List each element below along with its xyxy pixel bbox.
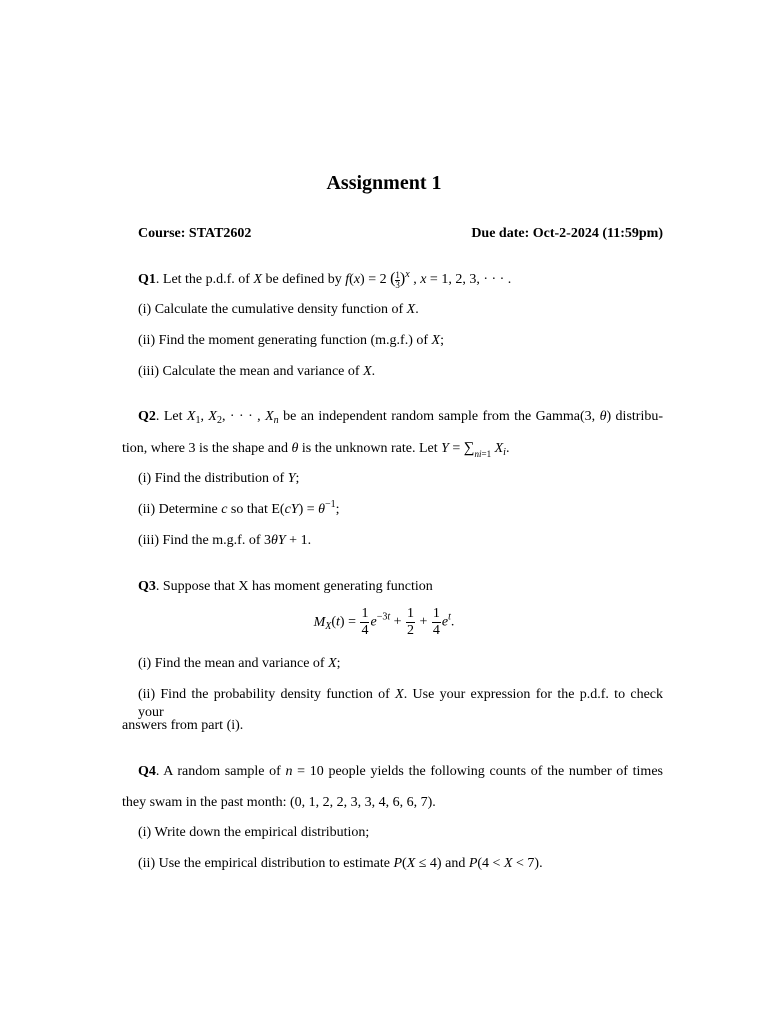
due-date: Due date: Oct-2-2024 (11:59pm) (471, 226, 663, 241)
q4-statement-line1: Q4. A random sample of n = 10 people yields the following counts of the number of times (138, 764, 663, 779)
q1-part-iii: (iii) Calculate the mean and variance of X. (138, 364, 376, 379)
q3-mgf-equation: $M_X(t)$ = $\frac{1}{4}$ $e^{-3t}$ + $\frac{1}{2}$ + $\frac{1}{4}$ $e^t$. (313, 606, 455, 638)
q1-part-ii: (ii) Find the moment generating function (m.g.f.) of X; (138, 333, 444, 348)
q2-statement-line1: Q2. Let $X_1$, $X_2$, · · · , $X_n$ be an independent random sample from the Gamma(3, θ) distribu- (138, 409, 663, 426)
q2-part-iii: (iii) Find the m.g.f. of 3θY + 1. (138, 533, 312, 548)
q3-part-ii-cont: answers from part (i). (122, 718, 244, 733)
q3-statement: Q3. Suppose that X has moment generating function (138, 579, 433, 594)
q4-label: Q4 (138, 764, 156, 779)
q4-counts: (0, 1, 2, 2, 3, 3, 4, 6, 6, 7). (289, 795, 436, 810)
q2-statement-line2: tion, where 3 is the shape and θ is the unknown rate. Let Y = ∑ni=1 $X_i$. (122, 440, 510, 459)
q4-part-i: (i) Write down the empirical distribution; (138, 825, 370, 840)
q4-part-ii: (ii) Use the empirical distribution to estimate P(X ≤ 4) and P(4 < X < 7). (138, 856, 543, 871)
q2-part-ii: (ii) Determine c so that $E(cY) = \theta^{-1}$; (138, 499, 340, 517)
q3-label: Q3 (138, 579, 156, 594)
q3-part-i: (i) Find the mean and variance of X; (138, 656, 341, 671)
page-title: Assignment 1 (326, 172, 442, 194)
q1-part-i: (i) Calculate the cumulative density function of X. (138, 302, 419, 317)
q4-statement-line2: they swam in the past month: (0, 1, 2, 2, 3, 3, 4, 6, 6, 7). (122, 795, 436, 810)
q3-part-ii: (ii) Find the probability density function of X. Use your expression for the p.d.f. to check your (138, 687, 664, 720)
course-code: Course: STAT2602 (138, 226, 252, 241)
q1-statement: Q1. Let the p.d.f. of X be defined by f(x) = 2 ( $\frac{1}{3})^x$ , x = 1, 2, 3, · · · . (138, 269, 512, 290)
q1-label: Q1 (138, 272, 156, 287)
q2-part-i: (i) Find the distribution of Y; (138, 471, 300, 486)
q2-label: Q2 (138, 409, 156, 424)
